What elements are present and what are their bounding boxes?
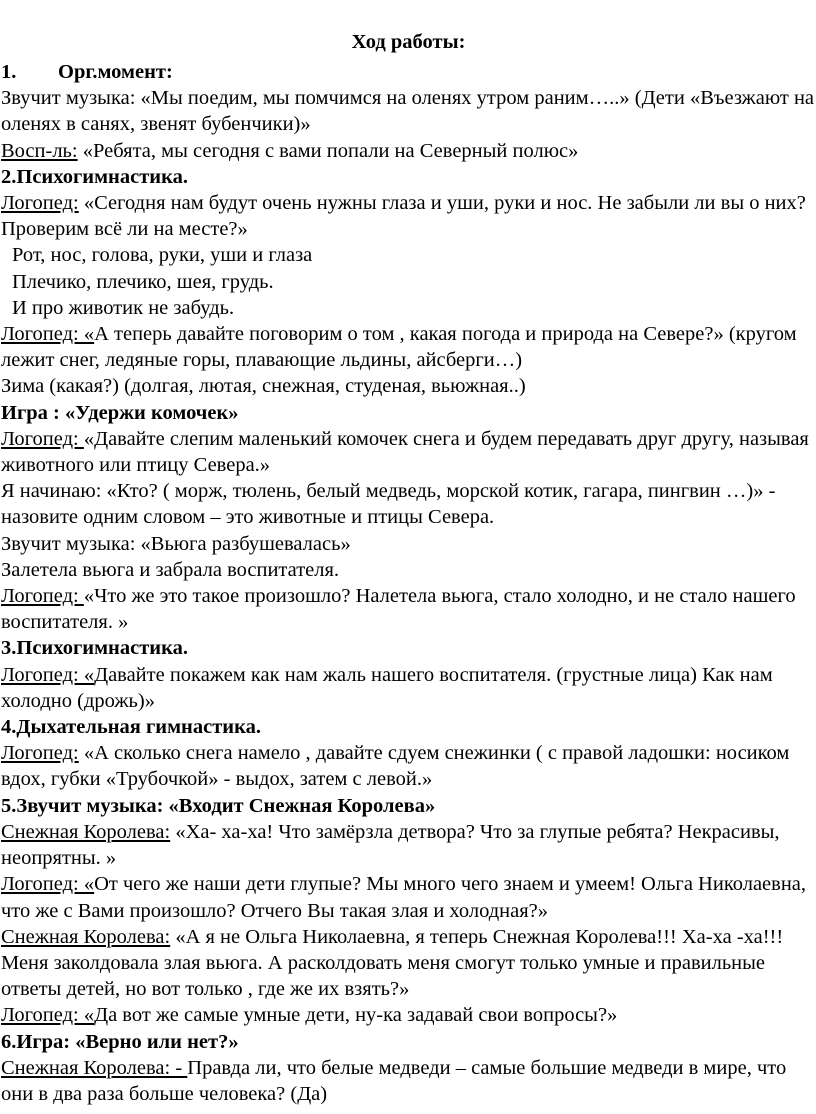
- speaker-label: Логопед: «: [1, 873, 95, 896]
- dialogue-line: [1, 190, 816, 242]
- section-5-heading: 5.Звучит музыка: «Входит Снежная Королева»: [1, 794, 436, 817]
- speaker-label: Логопед:: [1, 585, 84, 608]
- page-title: Ход работы:: [351, 31, 466, 53]
- poem-line: Плечико, плечико, шея, грудь.: [12, 270, 274, 293]
- speech-text: «Сегодня нам будут очень нужны глаза и уши, руки и нос. Не забыли ли вы о них? Проверим всё ли на месте?»: [1, 192, 806, 241]
- speech-text: А теперь давайте поговорим о том , какая погода и природа на Севере?» (кругом лежит снег, ледяные горы, плавающие льдины, айсберги…): [1, 323, 797, 372]
- speaker-label: Снежная Королева:: [1, 820, 171, 843]
- speaker-label: Логопед:: [1, 192, 79, 215]
- paragraph: Я начинаю: «Кто? ( морж, тюлень, белый медведь, морской котик, гагара, пингвин …)» - назовите одним словом – это животные и птицы Севера.: [1, 480, 776, 529]
- dialogue-line: [1, 321, 816, 373]
- section-4-heading: 4.Дыхательная гимнастика.: [1, 716, 261, 739]
- paragraph: Залетела вьюга и забрала воспитателя.: [1, 558, 340, 581]
- speaker-label: Логопед:: [1, 427, 84, 450]
- dialogue-line: [1, 138, 816, 164]
- dialogue-line: [1, 1055, 816, 1107]
- speaker-label: Логопед: «: [1, 323, 95, 346]
- poem-line: И про животик не забудь.: [12, 296, 235, 319]
- speaker-label: Снежная Королева:: [1, 925, 171, 948]
- speech-text: «А сколько снега намело , давайте сдуем снежинки ( с правой ладошки: носиком вдох, губки «Трубочкой» - выдох, затем с левой.»: [1, 742, 790, 791]
- speech-text: Да вот же самые умные дети, ну-ка задавай свои вопросы?»: [94, 1004, 618, 1027]
- paragraph: Звучит музыка: «Мы поедим, мы помчимся на оленях утром раним…..» (Дети «Въезжают на оленях в санях, звенят бубенчики)»: [1, 87, 815, 136]
- speaker-label: Восп-ль:: [1, 139, 78, 162]
- dialogue-line: [1, 740, 816, 792]
- speech-text: «Ха- ха-ха! Что замёрзла детвора? Что за глупые ребята? Некрасивы, неопрятны. »: [1, 820, 780, 870]
- section-6-heading: 6.Игра: «Верно или нет?»: [1, 1030, 239, 1053]
- dialogue-line: [1, 819, 816, 871]
- speech-text: Давайте покажем как нам жаль нашего воспитателя. (грустные лица) Как нам холодно (дрожь)»: [1, 663, 773, 712]
- speech-text: «Что же это такое произошло? Налетела вьюга, стало холодно, и не стало нашего воспитателя. »: [1, 585, 796, 634]
- dialogue-line: [1, 662, 816, 714]
- speech-text: «А я не Ольга Николаевна, я теперь Снежная Королева!!! Ха-ха -ха!!! Меня заколдовала злая вьюга. А расколдовать меня смогут только умные и правильные ответы детей, но вот только , где же их взять?»: [1, 925, 784, 1001]
- speaker-label: Логопед: «: [1, 663, 95, 686]
- section-number: 1.: [1, 61, 17, 83]
- speech-text: «Давайте слепим маленький комочек снега и будем передавать друг другу, называя животного или птицу Севера.»: [1, 427, 809, 477]
- dialogue-line: [1, 583, 816, 635]
- dialogue-line: [1, 871, 816, 923]
- section-1-heading: [1, 59, 816, 85]
- section-heading: Орг.момент:: [58, 61, 173, 83]
- paragraph: Звучит музыка: «Вьюга разбушевалась»: [1, 532, 351, 555]
- section-3-heading: 3.Психогимнастика.: [1, 637, 188, 660]
- dialogue-line: [1, 1002, 816, 1028]
- game-heading: Игра : «Удержи комочек»: [1, 401, 239, 424]
- dialogue-line: [1, 426, 816, 478]
- speech-text: Правда ли, что белые медведи – самые большие медведи в мире, что они в два раза больше человека? (Да): [1, 1056, 787, 1105]
- dialogue-line: [1, 924, 816, 1003]
- poem-line: Рот, нос, голова, руки, уши и глаза: [12, 244, 313, 267]
- speaker-label: Логопед:: [1, 742, 79, 765]
- paragraph: Зима (какая?) (долгая, лютая, снежная, студеная, вьюжная..): [1, 375, 526, 398]
- speech-text: От чего же наши дети глупые? Мы много чего знаем и умеем! Ольга Николаевна, что же с Вами произошло? Отчего Вы такая злая и холодная?»: [1, 873, 807, 922]
- section-2-heading: 2.Психогимнастика.: [1, 165, 188, 188]
- speech-text: «Ребята, мы сегодня с вами попали на Северный полюс»: [77, 139, 579, 162]
- speaker-label: Логопед: «: [1, 1004, 95, 1027]
- speaker-label: Снежная Королева: -: [1, 1056, 188, 1079]
